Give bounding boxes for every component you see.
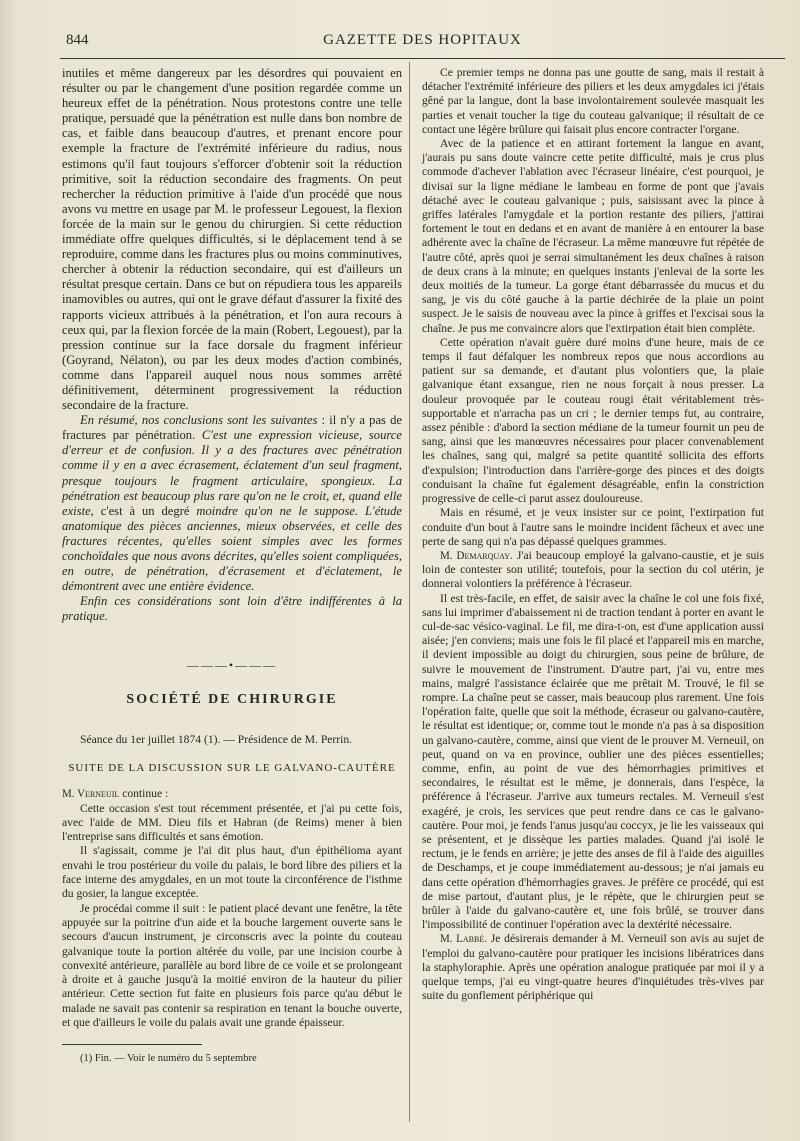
- paragraph: [422, 932, 764, 1003]
- paragraph: Mais en résumé, et je veux insister sur ce point, l'extirpation fut conduite d'un bout à l'autre sans le moindre incident fâcheux et avec une perte de sang qui n'a pas dépassé quelques grammes.: [422, 506, 764, 548]
- paragraph: Cette occasion s'est tout récemment présentée, et j'ai pu cette fois, avec l'aide de MM. Dieu fils et Habran (de Reims) mener à bien l'entreprise sans difficultés et sans émotion.: [62, 801, 402, 844]
- speaker-line: [62, 787, 402, 801]
- right-column: [422, 66, 764, 1003]
- paragraph: Il s'agissait, comme je l'ai dit plus haut, d'un épithélioma ayant envahi le trou postérieur du voile du palais, le bord libre des piliers et la face interne des amygdales, en un mot toute la circonférence de l'isthme du gosier, la langue exceptée.: [62, 844, 402, 901]
- text-run: moindre qu'on ne le suppose. L'étude anatomique des pièces anciennes, mieux observées, et celle des fractures récentes, qu'elles soient simples avec les formes conchoïdales que nous avons décrites, qu'elles soient compliquées, en outre, de pénétration, d'écrasement et d'éclatement, le démontrent avec une entière évidence.: [62, 503, 402, 594]
- footnote: (1) Fin. — Voir le numéro du 5 septembre: [80, 1053, 257, 1065]
- header-rule: [60, 58, 785, 59]
- text-run: Je désirerais demander à M. Verneuil son avis au sujet de l'emploi du galvano-cautère pour pratiquer les incisions libératrices dans la staphyloraphie. Après une opération analogue pratiquée par moi il y a quelque temps, j'ai eu vingt-quatre heures d'inquiétudes très-vives par suite du gonflement périphérique qui: [422, 932, 764, 1003]
- paragraph: [422, 549, 764, 592]
- discussion-subhead: SUITE DE LA DISCUSSION SUR LE GALVANO-CAUTÈRE: [68, 761, 396, 774]
- paragraph: Avec de la patience et en attirant fortement la langue en avant, j'aurais pu sans doute vaincre cette petite difficulté, mais je crus plus commode d'achever l'ablation avec l'écraseur linéaire, c'est pourquoi, je divisai sur la ligne médiane le lambeau en forme de pont que j'avais détaché avec le couteau galvanique ; puis, saisissant avec la pince à griffes latérales l'amygdale et la portion restante des piliers, j'attirai fortement le tout en dedans et en avant de manière à en entourer la base adhérente avec la chaîne de l'écraseur. La même manœuvre fut répétée de l'autre côté, après quoi je serrai simultanément les deux chaînes à raison de deux crans à la minute; en quelques instants j'enlevai de la sorte les deux moitiés de la tumeur. La gorge étant débarrassée du mucus et du sang, je vis du côté gauche à la partie déchirée de la plaie un point suspect. Je le saisis de nouveau avec la pince à griffes et l'excisai sous la chaîne. Je pus me convaincre alors que l'extirpation était bien complète.: [422, 137, 764, 335]
- left-column: [62, 66, 402, 1066]
- paragraph: inutiles et même dangereux par les désordres qui pouvaient en résulter ou par le changement d'une position regardée comme un heureux effet de la pénétration. Nous protestons contre une telle pratique, persuadé que la pénétration est nulle dans bon nombre de cas, et faible dans beaucoup d'autres, et prenant encore pour exemple la fracture de l'extrémité inférieure du radius, nous estimons qu'il faut toujours s'efforcer d'obtenir soit la réduction primitive, soit la réduction secondaire des fragments. On peut rechercher la réduction primitive à l'aide d'un procédé que nous avons vu mettre en usage par M. le professeur Legouest, la flexion forcée de la main sur le genou du chirurgien. Si cette réduction immédiate offre quelques difficultés, si le déplacement tend à se reproduire, comme dans les fractures plus ou moins comminutives, chercher à obtenir la réduction secondaire, qui est d'ailleurs un résultat presque certain. Dans ce but on répudiera tous les appareils inamovibles ou autres, qui ont le grave défaut d'assurer la fixité des rapports vicieux attribués à la pénétration, et l'on aura recours à ceux qui, par la flexion forcée de la main (Robert, Legouest), par la pression continue sur la face dorsale du fragment inférieur (Goyrand, Nélaton), ou par les deux modes d'action combinés, comme dans l'appareil auquel nous nous sommes arrêté définitivement, déterminent progressivement la réduction secondaire de la fracture.: [62, 66, 402, 413]
- paragraph: Il est très-facile, en effet, de saisir avec la chaîne le col une fois fixé, sans lui imprimer d'abaissement ni de traction tendant à porter en avant le cul-de-sac vésico-vaginal. Le fil, me dira-t-on, est d'une application aussi aisée; j'en conviens; mais une fois le fil placé et l'appareil mis en marche, il devient impossible au doigt du chirurgien, sous peine de brûlure, de suivre le mouvement de l'instrument. D'autre part, j'ai vu, entre mes mains, malgré l'assistance éclairée que me prêtait M. Trouvé, le fil se rompre. La chaîne peut se casser, mais beaucoup plus rarement. Une fois l'opération faite, quelle que soit la méthode, écraseur ou galvano-cautère, le résultat est identique; or, comme tout le monde n'a pas à sa disposition un galvano-cautère, comme, ainsi que vient de le prouver M. Verneuil, on peut, quand on va en province, oublier une des pièces essentielles; comme, enfin, au point de vue des hémorrhagies primitives et secondaires, le résultat est le même, je donnerais, dans l'espèce, la préférence à l'écraseur. J'arrive aux tumeurs rectales. M. Verneuil s'est exagéré, je crois, les services que peut rendre dans ce cas le galvano-cautère. Pour moi, je fends l'anus jusqu'au coccyx, je lie les vaisseaux qui se présentent, et je dissèque les parties malades. Quand j'ai isolé le rectum, je le fends en arrière; je jette des anses de fil à l'aide des aiguilles de Deschamps, et je coupe immédiatement au-dessous; je n'ai jamais eu dans cette opération d'hémorrhagies graves. Je préfère ce procédé, qui est de mise partout, d'autant plus, je le répète, que le chirurgien peut se brûler à l'aide du galvano-cautère et, une fois brûlé, se trouver dans l'impossibilité de continuer l'opération avec la dextérité nécessaire.: [422, 591, 764, 932]
- separator-ornament: ———•———: [186, 658, 278, 673]
- paragraph: Enfin ces considérations sont loin d'être indifférentes à la pratique.: [62, 594, 402, 624]
- column-divider: [409, 62, 410, 1122]
- paragraph: Ce premier temps ne donna pas une goutte de sang, mais il restait à détacher l'extrémité inférieure des piliers et les deux amygdales ici j'étais gêné par la langue, dont la base involontairement soulevée masquait les parties et venait toucher la tige du couteau galvanique; il résultait de ce contact une légère brûlure qui faisait plus encore contracter l'organe.: [422, 66, 764, 136]
- page-number: 844: [66, 32, 89, 48]
- running-title: GAZETTE DES HOPITAUX: [323, 32, 522, 48]
- speaker-name: M. Labbé.: [440, 933, 487, 946]
- session-line: Séance du 1er juillet 1874 (1). — Présidence de M. Perrin.: [80, 732, 353, 746]
- footnote-rule: [62, 1044, 202, 1045]
- paragraph: Cette opération n'avait guère duré moins d'une heure, mais de ce temps il faut défalquer les nombreux repos que nous accordions au patient sur sa demande, et d'autant plus volontiers que, la plaie galvanique étant exsangue, rien ne nous forçait à nous presser. La douleur provoquée par le couteau rougi était véritablement très-supportable et n'arracha pas un cri ; le dernier temps fut, au contraire, assez pénible : d'abord la section médiane de la tumeur fournit un peu de sang, ainsi que les manœuvres nécessaires pour placer convenablement les chaînes, sang qui, malgré sa petite quantité sollicita des efforts d'expulsion; l'introduction dans l'arrière-gorge des pinces et des doigts conduisant la chaîne fut également désagréable, enfin la constriction progressive de celle-ci parut assez douloureuse.: [422, 335, 764, 506]
- text-run: : il n'y a pas de fractures par pénétration.: [62, 413, 403, 443]
- speaker-name: M. Verneuil: [62, 788, 120, 801]
- paragraph: Je procédai comme il suit : le patient placé devant une fenêtre, la tête appuyée sur la poitrine d'un aide et la bouche largement ouverte sans le secours d'aucun instrument, je circonscris avec la pointe du couteau galvanique toute la portion altérée du voile, par une incision courbe à convexité antérieure, parallèle au bord libre de ce voile et se prolongeant à droite et à gauche jusqu'à la moitié environ de la hauteur du pilier antérieur. Cette section fut faite en plusieurs fois parce qu'au début le malade ne savait pas contenir sa respiration en tenant la bouche ouverte, et que d'ailleurs le voile du palais avait une grande épaisseur.: [62, 901, 402, 1029]
- page-header: [60, 32, 785, 54]
- text-run: J'ai beaucoup employé la galvano-caustie, et je suis loin de contester son utilité; toutefois, pour la section du col utérin, je donnerai volontiers la préférence à l'écraseur.: [422, 548, 764, 591]
- speaker-name: M. Demarquay.: [440, 549, 513, 562]
- session-block: [62, 733, 402, 1031]
- lead-phrase: En résumé, nos conclusions sont les suivantes: [80, 413, 318, 428]
- text-run: c'est à un degré: [93, 503, 197, 518]
- text-run: continue :: [122, 787, 169, 801]
- section-title: SOCIÉTÉ DE CHIRURGIE: [126, 691, 338, 707]
- paragraph: [62, 413, 402, 594]
- text-run: C'est une expression vicieuse, source d'erreur et de confusion. Il y a des fractures avec pénétration comme il y en a avec écrasement, éclatement d'un seul fragment, presque toujours le fragment articulaire, spongieux. La pénétration est beaucoup plus rare qu'on ne le croit, et, quand elle existe,: [62, 428, 402, 518]
